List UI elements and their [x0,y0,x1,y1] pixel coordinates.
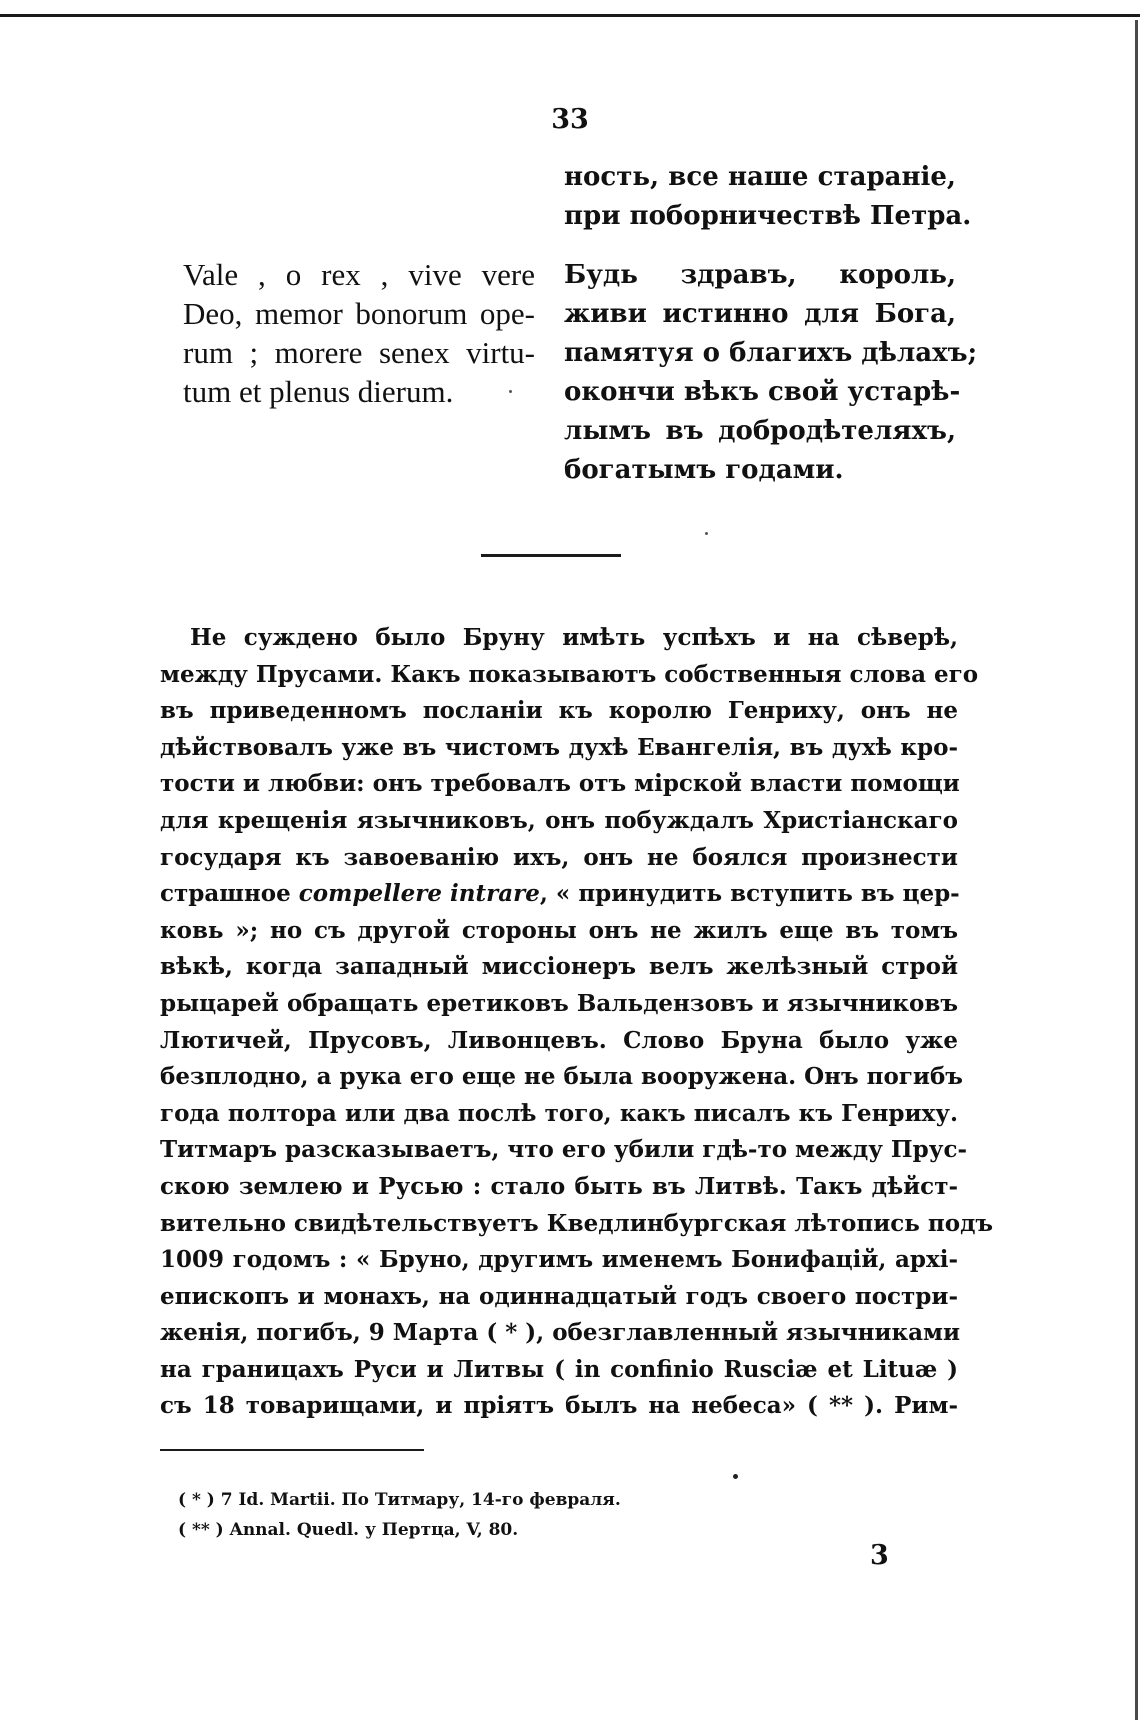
page-number: 33 [551,104,589,135]
top-edge-rule [0,14,1140,17]
text-line: тости и любви: онъ требовалъ отъ мiрской власти помощи [160,770,960,798]
ink-speck [705,532,708,535]
russian-continuation [564,158,972,236]
text-line: безплодно, а рука его еще не была вооружена. Онъ погибъ [160,1063,963,1091]
russian-line: лымъ въ добродѣтеляхъ, [564,416,956,446]
page-right-edge [1135,20,1138,1720]
text-line: Лютичей, Прусовъ, Ливонцевъ. Слово Бруна было уже [160,1026,958,1054]
russian-line: при поборничествѣ Петра. [564,201,972,231]
main-paragraph [160,620,994,1425]
text-line: года полтора или два послѣ того, какъ писалъ къ Генриху. [160,1099,958,1127]
latin-line: tum et plenus dierum. [183,374,454,409]
text-line: епископъ и монахъ, на одиннадцатый годъ своего постри- [160,1282,958,1310]
latin-line: rum ; morere senex virtu- [183,335,535,370]
text-line: между Прусами. Какъ показываютъ собственныя слова его [160,660,979,688]
text-line: 1009 годомъ : « Бруно, другимъ именемъ Бонифацiй, архi- [160,1246,958,1274]
russian-column [564,158,978,490]
ink-speck [509,390,512,393]
russian-line: памятуя о благихъ дѣлахъ; [564,338,978,368]
russian-line: окончи вѣкъ свой устарѣ- [564,377,961,407]
russian-translation [564,256,978,490]
text-line: для крещенiя язычниковъ, онъ побуждалъ Христiанскаго [160,806,958,834]
ink-dot [733,1474,738,1479]
russian-line: Будь здравъ, король, [564,260,956,290]
footnotes [178,1485,738,1545]
text-line-mixed [160,876,958,913]
text-fragment: страшное [160,880,291,908]
text-line: государя къ завоеванiю ихъ, онъ не боялся произнести [160,843,958,871]
russian-line: ность, все наше старанiе, [564,162,956,192]
latin-line: Deo, memor bonorum ope- [183,296,535,331]
text-line: ковь »; но съ другой стороны онъ не жилъ еще въ томъ [160,916,958,944]
text-line: вительно свидѣтельствуетъ Кведлинбургская лѣтопись подъ [160,1209,994,1237]
text-line: скою землею и Русью : стало быть въ Литвѣ. Такъ дѣйст- [160,1172,958,1200]
footnote: ( * ) 7 Id. Martii. По Титмару, 14-го февраля. [178,1490,621,1510]
russian-line: богатымъ годами. [564,455,844,485]
text-line: рыцарей обращать еретиковъ Вальдензовъ и язычниковъ [160,989,958,1017]
signature-mark: 3 [870,1540,889,1571]
footnote-rule [160,1449,424,1451]
russian-line: живи истинно для Бога, [564,299,956,329]
text-fragment: , « принудить вступить въ цер- [539,880,960,908]
text-line: дѣйствовалъ уже въ чистомъ духѣ Евангелiя, въ духѣ кро- [160,733,958,761]
latin-line: Vale , o rex , vive vere [183,257,535,292]
latin-column [183,255,535,411]
text-line: Не суждено было Бруну имѣть успѣхъ и на сѣверѣ, [190,624,958,651]
text-line: въ приведенномъ посланiи къ королю Генриху, онъ не [160,697,958,725]
text-line: Титмаръ разсказываетъ, что его убили гдѣ-то между Прус- [160,1136,968,1164]
text-line: вѣкѣ, когда западный миссiонеръ велъ желѣзный строй [160,953,958,981]
text-line: женiя, погибъ, 9 Марта ( * ), обезглавленный язычниками [160,1319,961,1347]
text-line: съ 18 товарищами, и прiятъ былъ на небеса» ( ** ). Рим- [160,1392,958,1420]
section-separator [481,554,621,557]
italic-latin-phrase: compellere intrare [298,880,540,908]
footnote: ( ** ) Annal. Quedl. у Пертца, V, 80. [178,1520,519,1540]
text-line: на границахъ Руси и Литвы ( in confinio Rusciæ et Lituæ ) [160,1355,958,1383]
